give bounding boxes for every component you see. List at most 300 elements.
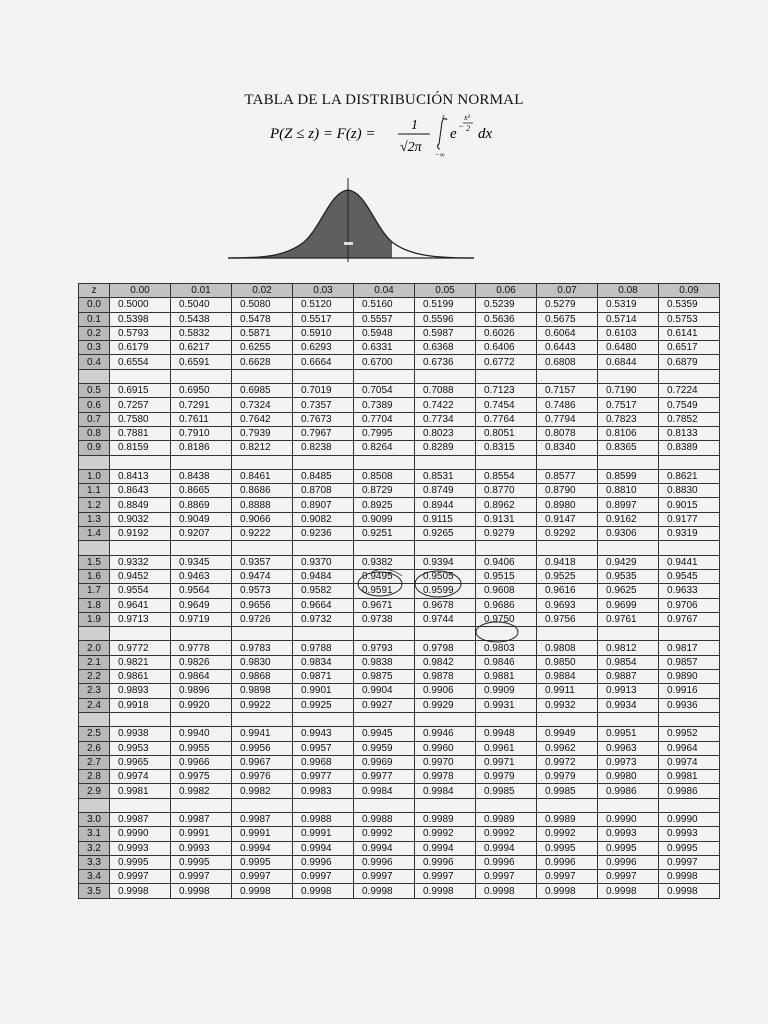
table-row — [79, 755, 720, 769]
formula-base: e — [450, 126, 457, 142]
spacer-cell — [79, 369, 110, 383]
probability-cell: 0.8997 — [598, 498, 659, 512]
z-value-cell: 0.5 — [79, 384, 110, 398]
integral-sign — [438, 119, 447, 149]
spacer-cell — [110, 369, 171, 383]
probability-cell: 0.9997 — [354, 870, 415, 884]
probability-cell: 0.7967 — [293, 426, 354, 440]
probability-cell: 0.6950 — [171, 384, 232, 398]
table-row — [79, 398, 720, 412]
probability-cell: 0.9988 — [354, 812, 415, 826]
table-row — [79, 684, 720, 698]
table-row — [79, 727, 720, 741]
probability-cell: 0.7704 — [354, 412, 415, 426]
probability-cell: 0.9678 — [415, 598, 476, 612]
probability-cell: 0.9738 — [354, 612, 415, 626]
probability-cell: 0.9616 — [537, 584, 598, 598]
probability-cell: 0.9992 — [476, 827, 537, 841]
probability-cell: 0.9929 — [415, 698, 476, 712]
probability-cell: 0.8508 — [354, 469, 415, 483]
probability-cell: 0.9783 — [232, 641, 293, 655]
corner-cell: z — [79, 284, 110, 298]
table-row — [79, 426, 720, 440]
spacer-cell — [232, 455, 293, 469]
probability-cell: 0.9998 — [110, 884, 171, 898]
probability-cell: 0.8078 — [537, 426, 598, 440]
probability-cell: 0.9960 — [415, 741, 476, 755]
probability-cell: 0.8106 — [598, 426, 659, 440]
probability-cell: 0.7486 — [537, 398, 598, 412]
spacer-cell — [415, 712, 476, 726]
probability-cell: 0.9997 — [232, 870, 293, 884]
cdf-formula — [0, 112, 768, 158]
spacer-cell — [476, 712, 537, 726]
spacer-cell — [659, 369, 720, 383]
probability-cell: 0.5517 — [293, 312, 354, 326]
z-value-cell: 3.2 — [79, 841, 110, 855]
probability-cell: 0.9744 — [415, 612, 476, 626]
column-header: 0.03 — [293, 284, 354, 298]
probability-cell: 0.8749 — [415, 484, 476, 498]
spacer-cell — [537, 455, 598, 469]
z-value-cell: 1.9 — [79, 612, 110, 626]
probability-cell: 0.9382 — [354, 555, 415, 569]
probability-cell: 0.9943 — [293, 727, 354, 741]
probability-cell: 0.9995 — [659, 841, 720, 855]
probability-cell: 0.9997 — [659, 855, 720, 869]
probability-cell: 0.9997 — [598, 870, 659, 884]
probability-cell: 0.9997 — [171, 870, 232, 884]
probability-cell: 0.6664 — [293, 355, 354, 369]
probability-cell: 0.9812 — [598, 641, 659, 655]
probability-cell: 0.8186 — [171, 441, 232, 455]
probability-cell: 0.9699 — [598, 598, 659, 612]
probability-cell: 0.9706 — [659, 598, 720, 612]
probability-cell: 0.6700 — [354, 355, 415, 369]
probability-cell: 0.9994 — [232, 841, 293, 855]
probability-cell: 0.9842 — [415, 655, 476, 669]
probability-cell: 0.6554 — [110, 355, 171, 369]
probability-cell: 0.9966 — [171, 755, 232, 769]
spacer-cell — [598, 369, 659, 383]
probability-cell: 0.9993 — [171, 841, 232, 855]
probability-cell: 0.6293 — [293, 341, 354, 355]
probability-cell: 0.9015 — [659, 498, 720, 512]
z-value-cell: 2.4 — [79, 698, 110, 712]
probability-cell: 0.9772 — [110, 641, 171, 655]
probability-cell: 0.6808 — [537, 355, 598, 369]
probability-cell: 0.9938 — [110, 727, 171, 741]
probability-cell: 0.9979 — [476, 770, 537, 784]
probability-cell: 0.9970 — [415, 755, 476, 769]
probability-cell: 0.9750 — [476, 612, 537, 626]
probability-cell: 0.9898 — [232, 684, 293, 698]
probability-cell: 0.8888 — [232, 498, 293, 512]
probability-cell: 0.9887 — [598, 670, 659, 684]
probability-cell: 0.8665 — [171, 484, 232, 498]
spacer-row — [79, 541, 720, 555]
probability-cell: 0.9968 — [293, 755, 354, 769]
probability-cell: 0.9306 — [598, 527, 659, 541]
spacer-cell — [171, 369, 232, 383]
probability-cell: 0.9332 — [110, 555, 171, 569]
formula-exp-num: x² — [464, 113, 470, 122]
probability-cell: 0.9793 — [354, 641, 415, 655]
z-value-cell: 1.6 — [79, 569, 110, 583]
probability-cell: 0.9850 — [537, 655, 598, 669]
probability-cell: 0.9484 — [293, 569, 354, 583]
z-value-cell: 0.0 — [79, 298, 110, 312]
spacer-cell — [232, 541, 293, 555]
probability-cell: 0.7291 — [171, 398, 232, 412]
probability-cell: 0.9901 — [293, 684, 354, 698]
spacer-cell — [598, 541, 659, 555]
z-value-cell: 1.0 — [79, 469, 110, 483]
probability-cell: 0.6026 — [476, 326, 537, 340]
z-value-cell: 2.8 — [79, 770, 110, 784]
probability-cell: 0.7257 — [110, 398, 171, 412]
probability-cell: 0.9982 — [232, 784, 293, 798]
probability-cell: 0.9906 — [415, 684, 476, 698]
spacer-cell — [293, 369, 354, 383]
probability-cell: 0.5319 — [598, 298, 659, 312]
spacer-cell — [171, 541, 232, 555]
table-row — [79, 870, 720, 884]
probability-cell: 0.9995 — [171, 855, 232, 869]
probability-cell: 0.9932 — [537, 698, 598, 712]
probability-cell: 0.7454 — [476, 398, 537, 412]
probability-cell: 0.7852 — [659, 412, 720, 426]
probability-cell: 0.6915 — [110, 384, 171, 398]
probability-cell: 0.9279 — [476, 527, 537, 541]
spacer-row — [79, 455, 720, 469]
probability-cell: 0.9726 — [232, 612, 293, 626]
probability-cell: 0.9803 — [476, 641, 537, 655]
probability-cell: 0.9878 — [415, 670, 476, 684]
probability-cell: 0.9987 — [110, 812, 171, 826]
table-row — [79, 527, 720, 541]
spacer-cell — [293, 627, 354, 641]
probability-cell: 0.8621 — [659, 469, 720, 483]
probability-cell: 0.9998 — [659, 870, 720, 884]
z-value-cell: 1.3 — [79, 512, 110, 526]
table-row — [79, 584, 720, 598]
probability-cell: 0.9996 — [293, 855, 354, 869]
probability-cell: 0.7123 — [476, 384, 537, 398]
z-value-cell: 3.3 — [79, 855, 110, 869]
probability-cell: 0.9732 — [293, 612, 354, 626]
probability-cell: 0.9972 — [537, 755, 598, 769]
probability-cell: 0.9515 — [476, 569, 537, 583]
spacer-cell — [110, 798, 171, 812]
probability-cell: 0.9989 — [537, 812, 598, 826]
probability-cell: 0.9978 — [415, 770, 476, 784]
z-value-cell: 0.4 — [79, 355, 110, 369]
z-value-cell: 2.3 — [79, 684, 110, 698]
probability-cell: 0.9913 — [598, 684, 659, 698]
probability-cell: 0.9162 — [598, 512, 659, 526]
z-marker — [344, 242, 353, 245]
spacer-cell — [232, 798, 293, 812]
spacer-cell — [537, 541, 598, 555]
probability-cell: 0.9995 — [232, 855, 293, 869]
probability-cell: 0.9975 — [171, 770, 232, 784]
probability-cell: 0.7324 — [232, 398, 293, 412]
probability-cell: 0.9693 — [537, 598, 598, 612]
spacer-cell — [415, 369, 476, 383]
probability-cell: 0.6064 — [537, 326, 598, 340]
z-value-cell: 0.9 — [79, 441, 110, 455]
probability-cell: 0.9962 — [537, 741, 598, 755]
probability-cell: 0.9987 — [232, 812, 293, 826]
probability-cell: 0.9798 — [415, 641, 476, 655]
spacer-cell — [537, 369, 598, 383]
probability-cell: 0.9656 — [232, 598, 293, 612]
spacer-cell — [354, 455, 415, 469]
probability-cell: 0.9633 — [659, 584, 720, 598]
probability-cell: 0.8577 — [537, 469, 598, 483]
probability-cell: 0.9996 — [598, 855, 659, 869]
probability-cell: 0.5557 — [354, 312, 415, 326]
probability-cell: 0.9995 — [598, 841, 659, 855]
probability-cell: 0.9979 — [537, 770, 598, 784]
spacer-cell — [415, 541, 476, 555]
probability-cell: 0.9993 — [598, 827, 659, 841]
probability-cell: 0.9998 — [476, 884, 537, 898]
spacer-cell — [415, 455, 476, 469]
probability-cell: 0.5000 — [110, 298, 171, 312]
probability-cell: 0.9996 — [537, 855, 598, 869]
table-row — [79, 384, 720, 398]
probability-cell: 0.9545 — [659, 569, 720, 583]
probability-cell: 0.9993 — [110, 841, 171, 855]
table-row — [79, 312, 720, 326]
spacer-cell — [293, 798, 354, 812]
probability-cell: 0.5832 — [171, 326, 232, 340]
probability-cell: 0.8438 — [171, 469, 232, 483]
probability-cell: 0.9996 — [476, 855, 537, 869]
probability-cell: 0.7054 — [354, 384, 415, 398]
probability-cell: 0.8531 — [415, 469, 476, 483]
spacer-row — [79, 712, 720, 726]
probability-cell: 0.9756 — [537, 612, 598, 626]
spacer-cell — [232, 712, 293, 726]
probability-cell: 0.9993 — [659, 827, 720, 841]
probability-cell: 0.8365 — [598, 441, 659, 455]
z-value-cell: 2.5 — [79, 727, 110, 741]
probability-cell: 0.6591 — [171, 355, 232, 369]
probability-cell: 0.9265 — [415, 527, 476, 541]
z-value-cell: 0.3 — [79, 341, 110, 355]
probability-cell: 0.8289 — [415, 441, 476, 455]
probability-cell: 0.9953 — [110, 741, 171, 755]
spacer-cell — [232, 627, 293, 641]
z-value-cell: 1.8 — [79, 598, 110, 612]
probability-cell: 0.9925 — [293, 698, 354, 712]
probability-cell: 0.9992 — [537, 827, 598, 841]
probability-cell: 0.7224 — [659, 384, 720, 398]
probability-cell: 0.9871 — [293, 670, 354, 684]
table-row — [79, 612, 720, 626]
probability-cell: 0.9099 — [354, 512, 415, 526]
spacer-cell — [354, 369, 415, 383]
probability-cell: 0.9319 — [659, 527, 720, 541]
probability-cell: 0.7580 — [110, 412, 171, 426]
probability-cell: 0.9984 — [415, 784, 476, 798]
probability-cell: 0.7910 — [171, 426, 232, 440]
probability-cell: 0.7611 — [171, 412, 232, 426]
probability-cell: 0.8810 — [598, 484, 659, 498]
spacer-cell — [232, 369, 293, 383]
z-value-cell: 2.2 — [79, 670, 110, 684]
probability-cell: 0.9992 — [354, 827, 415, 841]
probability-cell: 0.8485 — [293, 469, 354, 483]
probability-cell: 0.9838 — [354, 655, 415, 669]
probability-cell: 0.8849 — [110, 498, 171, 512]
formula-exp-sign: − — [458, 121, 465, 131]
probability-cell: 0.6844 — [598, 355, 659, 369]
probability-cell: 0.5675 — [537, 312, 598, 326]
probability-cell: 0.9941 — [232, 727, 293, 741]
probability-cell: 0.9881 — [476, 670, 537, 684]
probability-cell: 0.9778 — [171, 641, 232, 655]
probability-cell: 0.7549 — [659, 398, 720, 412]
probability-cell: 0.9964 — [659, 741, 720, 755]
probability-cell: 0.7881 — [110, 426, 171, 440]
probability-cell: 0.9986 — [598, 784, 659, 798]
probability-cell: 0.9177 — [659, 512, 720, 526]
probability-cell: 0.7019 — [293, 384, 354, 398]
probability-cell: 0.6141 — [659, 326, 720, 340]
probability-cell: 0.9846 — [476, 655, 537, 669]
probability-cell: 0.5160 — [354, 298, 415, 312]
probability-cell: 0.9909 — [476, 684, 537, 698]
probability-cell: 0.9066 — [232, 512, 293, 526]
z-value-cell: 1.7 — [79, 584, 110, 598]
probability-cell: 0.5596 — [415, 312, 476, 326]
probability-cell: 0.9983 — [293, 784, 354, 798]
probability-cell: 0.9345 — [171, 555, 232, 569]
probability-cell: 0.8980 — [537, 498, 598, 512]
table-row — [79, 498, 720, 512]
formula-upper-limit: z — [442, 113, 445, 121]
probability-cell: 0.9977 — [293, 770, 354, 784]
column-header: 0.08 — [598, 284, 659, 298]
probability-cell: 0.5714 — [598, 312, 659, 326]
probability-cell: 0.9957 — [293, 741, 354, 755]
z-value-cell: 3.1 — [79, 827, 110, 841]
probability-cell: 0.9984 — [354, 784, 415, 798]
probability-cell: 0.6772 — [476, 355, 537, 369]
probability-cell: 0.5120 — [293, 298, 354, 312]
probability-cell: 0.9854 — [598, 655, 659, 669]
probability-cell: 0.9474 — [232, 569, 293, 583]
spacer-cell — [598, 455, 659, 469]
probability-cell: 0.8389 — [659, 441, 720, 455]
probability-cell: 0.9429 — [598, 555, 659, 569]
z-value-cell: 0.8 — [79, 426, 110, 440]
probability-cell: 0.9394 — [415, 555, 476, 569]
probability-cell: 0.6217 — [171, 341, 232, 355]
table-row — [79, 412, 720, 426]
probability-cell: 0.9971 — [476, 755, 537, 769]
spacer-cell — [293, 455, 354, 469]
probability-cell: 0.9997 — [476, 870, 537, 884]
spacer-cell — [415, 627, 476, 641]
probability-cell: 0.9222 — [232, 527, 293, 541]
probability-cell: 0.9998 — [171, 884, 232, 898]
probability-cell: 0.9998 — [354, 884, 415, 898]
probability-cell: 0.8212 — [232, 441, 293, 455]
spacer-cell — [354, 712, 415, 726]
probability-cell: 0.9875 — [354, 670, 415, 684]
probability-cell: 0.8925 — [354, 498, 415, 512]
spacer-cell — [659, 627, 720, 641]
probability-cell: 0.9998 — [598, 884, 659, 898]
spacer-cell — [537, 798, 598, 812]
probability-cell: 0.9998 — [415, 884, 476, 898]
probability-cell: 0.9959 — [354, 741, 415, 755]
probability-cell: 0.6368 — [415, 341, 476, 355]
probability-cell: 0.9830 — [232, 655, 293, 669]
probability-cell: 0.9821 — [110, 655, 171, 669]
probability-cell: 0.9987 — [171, 812, 232, 826]
probability-cell: 0.9988 — [293, 812, 354, 826]
probability-cell: 0.5359 — [659, 298, 720, 312]
probability-cell: 0.9495 — [354, 569, 415, 583]
z-value-cell: 2.7 — [79, 755, 110, 769]
probability-cell: 0.8159 — [110, 441, 171, 455]
probability-cell: 0.8461 — [232, 469, 293, 483]
probability-cell: 0.9131 — [476, 512, 537, 526]
probability-cell: 0.9686 — [476, 598, 537, 612]
probability-cell: 0.9115 — [415, 512, 476, 526]
z-value-cell: 1.4 — [79, 527, 110, 541]
z-value-cell: 0.1 — [79, 312, 110, 326]
probability-cell: 0.9649 — [171, 598, 232, 612]
table-row — [79, 569, 720, 583]
probability-cell: 0.8023 — [415, 426, 476, 440]
table-row — [79, 298, 720, 312]
probability-cell: 0.8413 — [110, 469, 171, 483]
probability-cell: 0.6179 — [110, 341, 171, 355]
probability-cell: 0.9418 — [537, 555, 598, 569]
probability-cell: 0.9997 — [415, 870, 476, 884]
probability-cell: 0.9927 — [354, 698, 415, 712]
probability-cell: 0.9608 — [476, 584, 537, 598]
probability-cell: 0.5753 — [659, 312, 720, 326]
z-value-cell: 0.6 — [79, 398, 110, 412]
z-value-cell: 1.2 — [79, 498, 110, 512]
formula-svg — [264, 112, 504, 158]
probability-cell: 0.9918 — [110, 698, 171, 712]
table-row — [79, 441, 720, 455]
probability-cell: 0.9564 — [171, 584, 232, 598]
probability-cell: 0.9817 — [659, 641, 720, 655]
probability-cell: 0.8315 — [476, 441, 537, 455]
probability-cell: 0.9986 — [659, 784, 720, 798]
probability-cell: 0.9997 — [110, 870, 171, 884]
formula-lhs: P(Z ≤ z) = F(z) = — [270, 126, 376, 142]
spacer-cell — [110, 455, 171, 469]
probability-cell: 0.9931 — [476, 698, 537, 712]
probability-cell: 0.8599 — [598, 469, 659, 483]
probability-cell: 0.7823 — [598, 412, 659, 426]
probability-cell: 0.9251 — [354, 527, 415, 541]
probability-cell: 0.9995 — [537, 841, 598, 855]
formula-denominator: √2π — [400, 140, 422, 155]
spacer-cell — [171, 455, 232, 469]
